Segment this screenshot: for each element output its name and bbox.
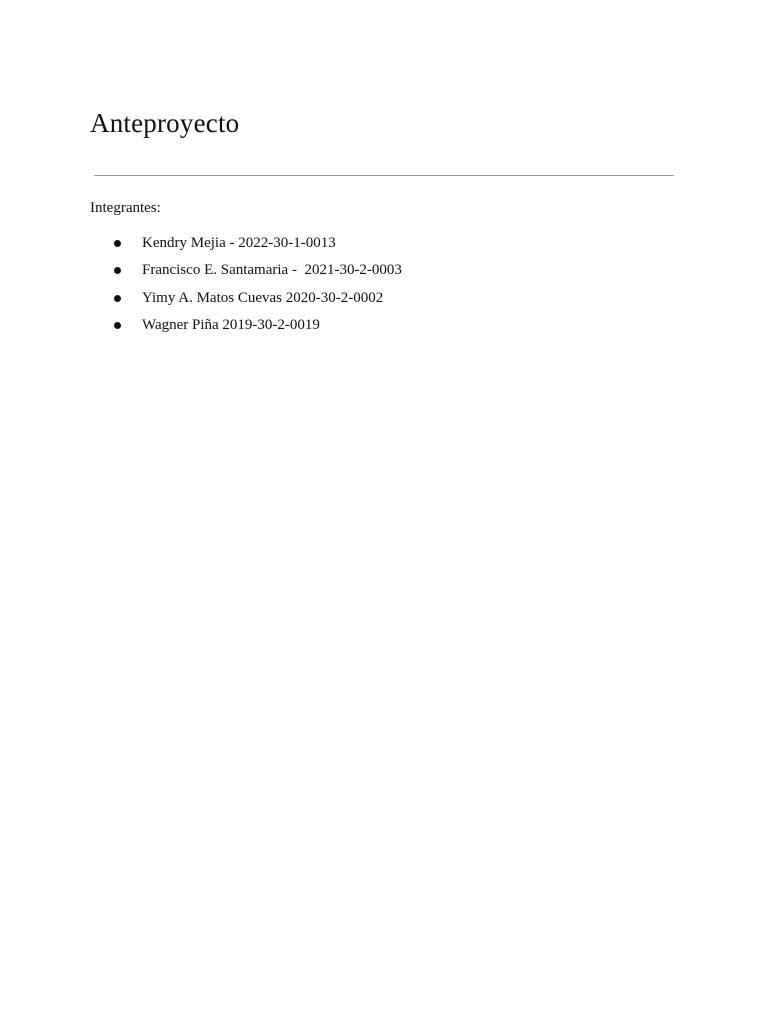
list-item (110, 312, 402, 339)
members-list (110, 230, 402, 339)
bullet-icon (114, 240, 121, 247)
horizontal-divider (94, 175, 674, 176)
list-item (110, 257, 402, 284)
document-title: Anteproyecto (90, 108, 240, 138)
member-text: Kendry Mejia - 2022-30-1-0013 (142, 235, 336, 252)
bullet-icon (114, 295, 121, 302)
list-item (110, 285, 402, 312)
member-text: Wagner Piña 2019-30-2-0019 (142, 317, 320, 334)
bullet-icon (114, 267, 121, 274)
member-text: Yimy A. Matos Cuevas 2020-30-2-0002 (142, 289, 384, 306)
member-text: Francisco E. Santamaria - 2021-30-2-0003 (142, 262, 402, 279)
section-label: Integrantes: (90, 200, 161, 216)
list-item (110, 230, 402, 257)
bullet-icon (114, 322, 121, 329)
